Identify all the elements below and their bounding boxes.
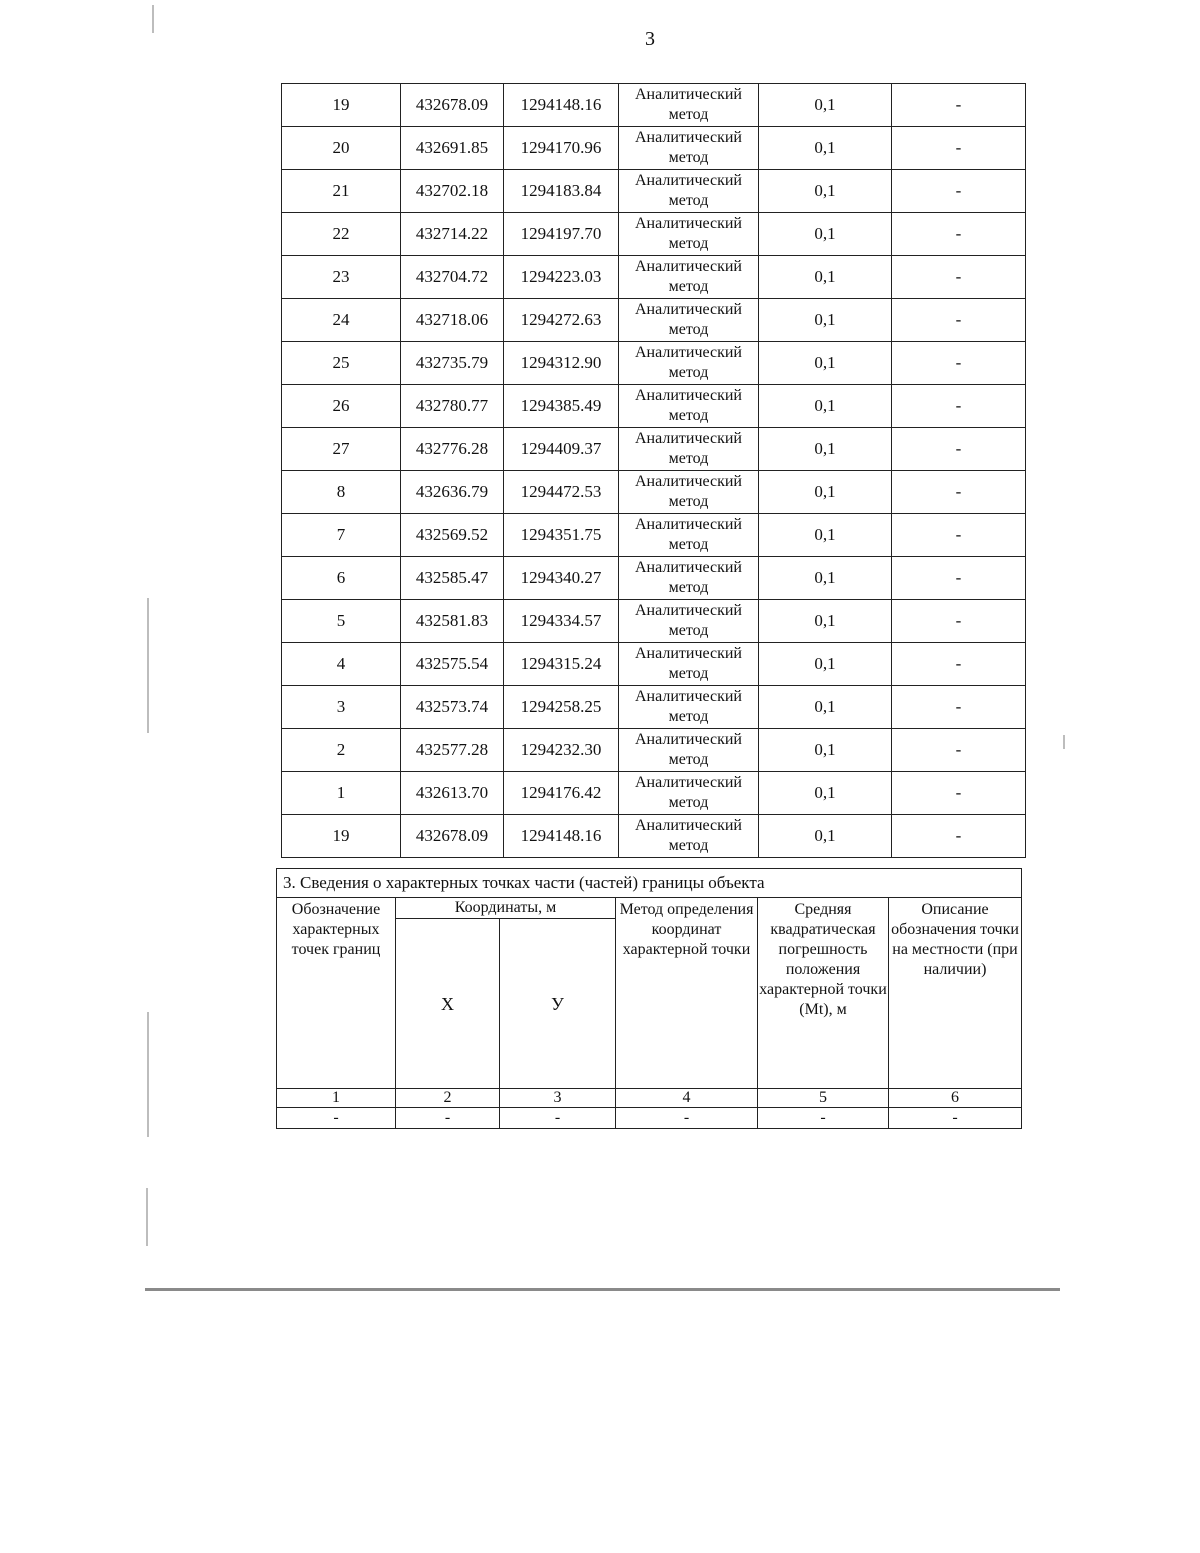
empty-cell: -	[277, 1108, 396, 1129]
table-row	[282, 299, 1026, 342]
x-coordinate-cell: 432780.77	[401, 385, 504, 428]
boundary-points-table	[281, 83, 1026, 858]
y-coordinate-cell: 1294312.90	[504, 342, 619, 385]
accuracy-cell: 0,1	[759, 127, 892, 170]
y-coordinate-cell: 1294223.03	[504, 256, 619, 299]
accuracy-cell: 0,1	[759, 772, 892, 815]
x-coordinate-cell: 432573.74	[401, 686, 504, 729]
x-coordinate-cell: 432702.18	[401, 170, 504, 213]
table-row	[282, 127, 1026, 170]
y-coordinate-cell: 1294197.70	[504, 213, 619, 256]
boundary-points-body	[282, 84, 1026, 858]
point-number-cell: 23	[282, 256, 401, 299]
accuracy-cell: 0,1	[759, 84, 892, 127]
x-coordinate-cell: 432691.85	[401, 127, 504, 170]
y-coordinate-cell: 1294351.75	[504, 514, 619, 557]
y-coordinate-cell: 1294472.53	[504, 471, 619, 514]
y-coordinate-cell: 1294315.24	[504, 643, 619, 686]
empty-cell: -	[889, 1108, 1022, 1129]
method-cell: Аналитический метод	[619, 772, 759, 815]
method-cell: Аналитический метод	[619, 213, 759, 256]
description-cell: -	[892, 256, 1026, 299]
table-row	[282, 213, 1026, 256]
accuracy-cell: 0,1	[759, 514, 892, 557]
point-number-cell: 27	[282, 428, 401, 471]
header-y: У	[500, 919, 616, 1089]
header-accuracy: Средняя квадратическая погрешность положения характерной точки (Mt), м	[758, 898, 889, 1089]
accuracy-cell: 0,1	[759, 471, 892, 514]
point-number-cell: 19	[282, 84, 401, 127]
table-row	[282, 342, 1026, 385]
header-x: X	[396, 919, 500, 1089]
x-coordinate-cell: 432776.28	[401, 428, 504, 471]
header-method: Метод определения координат характерной точки	[616, 898, 758, 1089]
accuracy-cell: 0,1	[759, 342, 892, 385]
description-cell: -	[892, 385, 1026, 428]
method-cell: Аналитический метод	[619, 170, 759, 213]
x-coordinate-cell: 432678.09	[401, 84, 504, 127]
accuracy-cell: 0,1	[759, 600, 892, 643]
point-number-cell: 20	[282, 127, 401, 170]
header-designation: Обозначение характерных точек границ	[277, 898, 396, 1089]
table-row	[282, 385, 1026, 428]
page-bottom-rule	[145, 1288, 1060, 1291]
method-cell: Аналитический метод	[619, 127, 759, 170]
header-coordinates: Координаты, м	[396, 898, 616, 919]
empty-cell: -	[396, 1108, 500, 1129]
accuracy-cell: 0,1	[759, 385, 892, 428]
point-number-cell: 7	[282, 514, 401, 557]
y-coordinate-cell: 1294334.57	[504, 600, 619, 643]
description-cell: -	[892, 84, 1026, 127]
method-cell: Аналитический метод	[619, 471, 759, 514]
method-cell: Аналитический метод	[619, 557, 759, 600]
y-coordinate-cell: 1294170.96	[504, 127, 619, 170]
x-coordinate-cell: 432585.47	[401, 557, 504, 600]
accuracy-cell: 0,1	[759, 815, 892, 858]
point-number-cell: 5	[282, 600, 401, 643]
scan-edge-mark	[147, 598, 149, 733]
x-coordinate-cell: 432577.28	[401, 729, 504, 772]
table-row	[282, 256, 1026, 299]
x-coordinate-cell: 432704.72	[401, 256, 504, 299]
method-cell: Аналитический метод	[619, 256, 759, 299]
point-number-cell: 26	[282, 385, 401, 428]
point-number-cell: 2	[282, 729, 401, 772]
x-coordinate-cell: 432636.79	[401, 471, 504, 514]
method-cell: Аналитический метод	[619, 84, 759, 127]
accuracy-cell: 0,1	[759, 557, 892, 600]
table-row	[282, 729, 1026, 772]
point-number-cell: 25	[282, 342, 401, 385]
description-cell: -	[892, 342, 1026, 385]
x-coordinate-cell: 432575.54	[401, 643, 504, 686]
x-coordinate-cell: 432718.06	[401, 299, 504, 342]
method-cell: Аналитический метод	[619, 729, 759, 772]
accuracy-cell: 0,1	[759, 213, 892, 256]
description-cell: -	[892, 686, 1026, 729]
point-number-cell: 22	[282, 213, 401, 256]
column-number: 3	[500, 1089, 616, 1108]
x-coordinate-cell: 432735.79	[401, 342, 504, 385]
y-coordinate-cell: 1294385.49	[504, 385, 619, 428]
description-cell: -	[892, 557, 1026, 600]
table-row	[282, 471, 1026, 514]
table-row	[282, 557, 1026, 600]
table-row	[282, 84, 1026, 127]
method-cell: Аналитический метод	[619, 342, 759, 385]
accuracy-cell: 0,1	[759, 299, 892, 342]
y-coordinate-cell: 1294183.84	[504, 170, 619, 213]
method-cell: Аналитический метод	[619, 514, 759, 557]
description-cell: -	[892, 729, 1026, 772]
x-coordinate-cell: 432581.83	[401, 600, 504, 643]
empty-cell: -	[500, 1108, 616, 1129]
y-coordinate-cell: 1294340.27	[504, 557, 619, 600]
accuracy-cell: 0,1	[759, 686, 892, 729]
description-cell: -	[892, 299, 1026, 342]
accuracy-cell: 0,1	[759, 643, 892, 686]
column-number: 6	[889, 1089, 1022, 1108]
description-cell: -	[892, 643, 1026, 686]
table-row	[282, 170, 1026, 213]
table-row	[282, 600, 1026, 643]
point-number-cell: 4	[282, 643, 401, 686]
point-number-cell: 8	[282, 471, 401, 514]
column-number: 2	[396, 1089, 500, 1108]
y-coordinate-cell: 1294272.63	[504, 299, 619, 342]
method-cell: Аналитический метод	[619, 643, 759, 686]
table-row	[282, 643, 1026, 686]
y-coordinate-cell: 1294232.30	[504, 729, 619, 772]
point-number-cell: 21	[282, 170, 401, 213]
method-cell: Аналитический метод	[619, 815, 759, 858]
x-coordinate-cell: 432613.70	[401, 772, 504, 815]
column-number: 1	[277, 1089, 396, 1108]
description-cell: -	[892, 600, 1026, 643]
scan-edge-mark	[147, 1012, 149, 1137]
empty-cell: -	[758, 1108, 889, 1129]
scan-edge-mark	[146, 1188, 148, 1246]
y-coordinate-cell: 1294258.25	[504, 686, 619, 729]
table-row	[282, 514, 1026, 557]
description-cell: -	[892, 428, 1026, 471]
method-cell: Аналитический метод	[619, 686, 759, 729]
y-coordinate-cell: 1294176.42	[504, 772, 619, 815]
accuracy-cell: 0,1	[759, 729, 892, 772]
point-number-cell: 24	[282, 299, 401, 342]
description-cell: -	[892, 815, 1026, 858]
y-coordinate-cell: 1294409.37	[504, 428, 619, 471]
accuracy-cell: 0,1	[759, 170, 892, 213]
accuracy-cell: 0,1	[759, 428, 892, 471]
method-cell: Аналитический метод	[619, 600, 759, 643]
empty-cell: -	[616, 1108, 758, 1129]
point-number-cell: 1	[282, 772, 401, 815]
y-coordinate-cell: 1294148.16	[504, 84, 619, 127]
scan-edge-mark	[1063, 735, 1065, 749]
part-boundary-table	[276, 868, 1022, 1129]
description-cell: -	[892, 514, 1026, 557]
section-title: 3. Сведения о характерных точках части (частей) границы объекта	[277, 869, 1022, 898]
description-cell: -	[892, 772, 1026, 815]
method-cell: Аналитический метод	[619, 385, 759, 428]
description-cell: -	[892, 213, 1026, 256]
x-coordinate-cell: 432678.09	[401, 815, 504, 858]
accuracy-cell: 0,1	[759, 256, 892, 299]
header-description: Описание обозначения точки на местности (при наличии)	[889, 898, 1022, 1089]
point-number-cell: 6	[282, 557, 401, 600]
table-row	[282, 428, 1026, 471]
description-cell: -	[892, 471, 1026, 514]
table-row	[282, 815, 1026, 858]
column-number: 4	[616, 1089, 758, 1108]
table-row	[282, 686, 1026, 729]
x-coordinate-cell: 432569.52	[401, 514, 504, 557]
y-coordinate-cell: 1294148.16	[504, 815, 619, 858]
column-number: 5	[758, 1089, 889, 1108]
description-cell: -	[892, 170, 1026, 213]
table-row	[282, 772, 1026, 815]
page-number: 3	[645, 28, 655, 50]
point-number-cell: 19	[282, 815, 401, 858]
point-number-cell: 3	[282, 686, 401, 729]
x-coordinate-cell: 432714.22	[401, 213, 504, 256]
method-cell: Аналитический метод	[619, 299, 759, 342]
description-cell: -	[892, 127, 1026, 170]
method-cell: Аналитический метод	[619, 428, 759, 471]
